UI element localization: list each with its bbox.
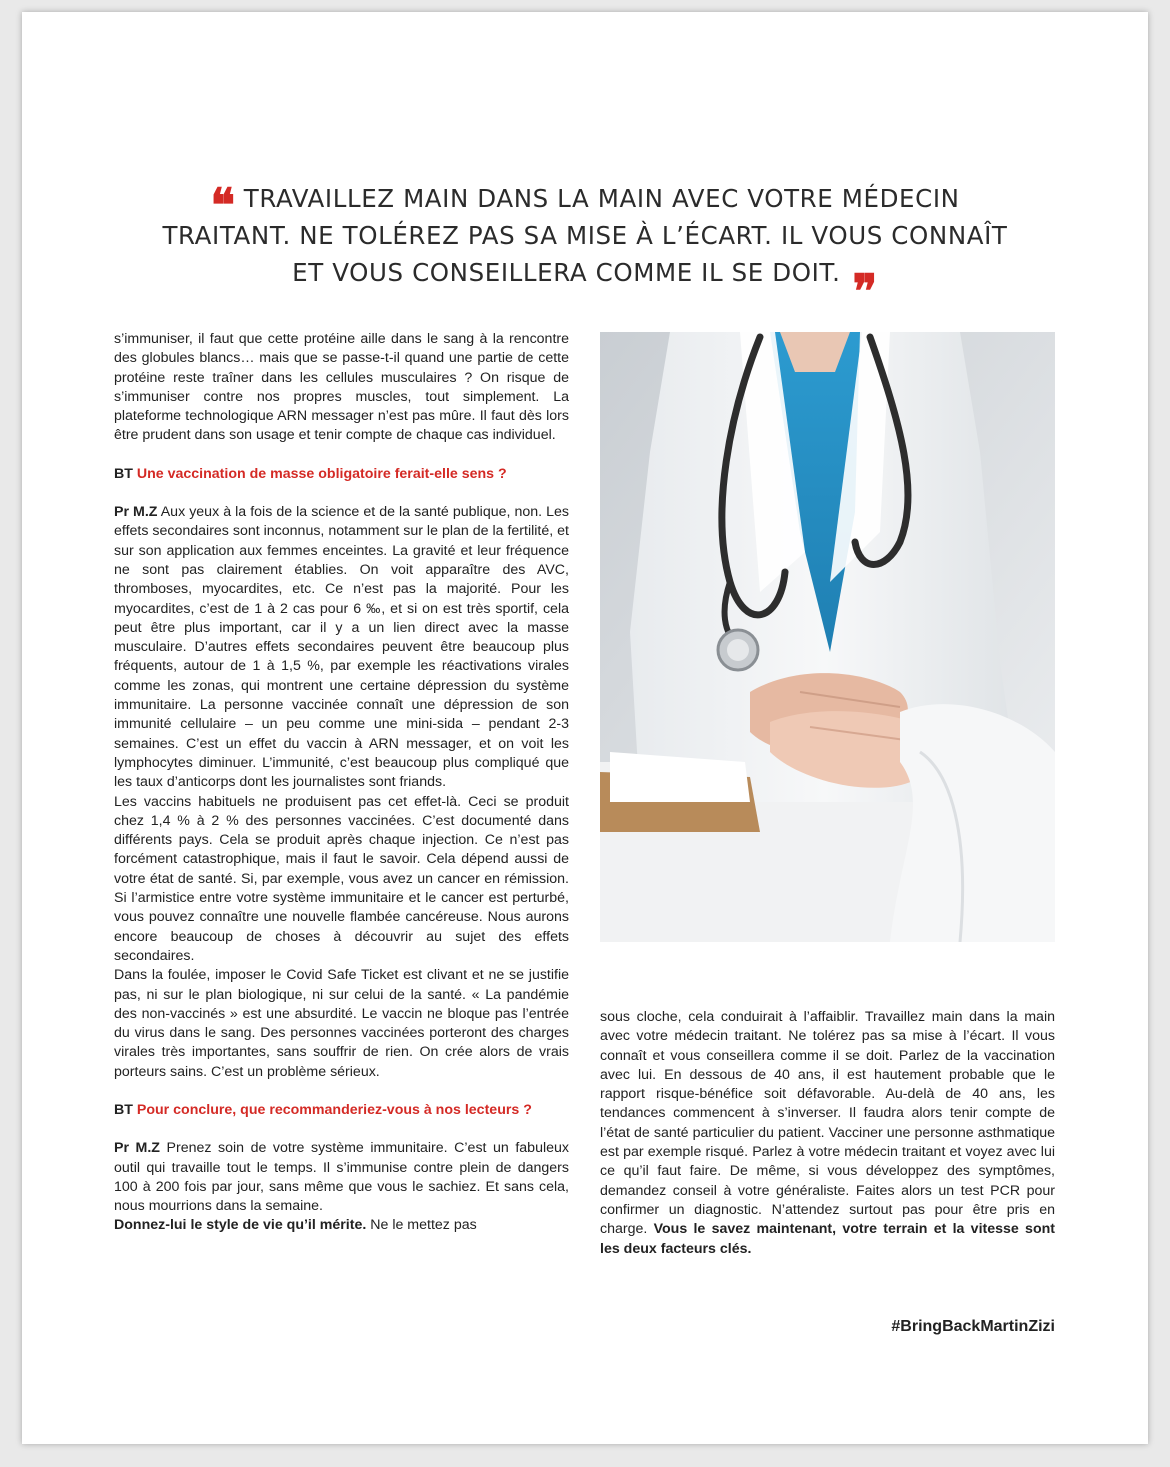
- pull-quote-line-2: TRAITANT. NE TOLÉREZ PAS SA MISE À L’ÉCART. IL VOUS CONNAÎT: [162, 221, 1008, 250]
- question-2-text: Pour conclure, que recommanderiez-vous à nos lecteurs ?: [136, 1101, 532, 1118]
- open-quote-mark: ❝: [210, 178, 236, 232]
- right-column-paragraph: [600, 1008, 1055, 1259]
- question-2: [114, 1101, 569, 1120]
- question-1-text: Une vaccination de masse obligatoire ferait-elle sens ?: [136, 465, 507, 482]
- question-1-prefix: BT: [114, 465, 133, 482]
- doctor-patient-photo: [600, 332, 1055, 942]
- question-1: [114, 465, 569, 484]
- answer-2-prefix: Pr M.Z: [114, 1140, 160, 1157]
- answer-1: [114, 503, 569, 792]
- answer-1-prefix: Pr M.Z: [114, 504, 158, 521]
- answer-2-text: Prenez soin de votre système immunitaire. C’est un fabuleux outil qui travaille tout le temps. Il s’immunise contre plein de dangers 100 à 200 fois par jour, sans même que vous le sachiez. Et sans cela, nous mourrions dans la semaine.: [114, 1140, 569, 1215]
- question-2-prefix: BT: [114, 1101, 133, 1118]
- answer-2-bold: Donnez-lui le style de vie qu’il mérite.: [114, 1217, 367, 1234]
- answer-1-paragraph-2: Les vaccins habituels ne produisent pas cet effet-là. Ceci se produit chez 1,4 % à 2 % des personnes vaccinées. C’est documenté dans différents pays. Cela se produit après chaque injection. Ce n’est pas forcément catastrophique, mais il faut le savoir. Cela dépend aussi de votre état de santé. Si, par exemple, vous avez un cancer en rémission. Si l’armistice entre votre système immunitaire et le cancer est perturbé, vous pouvez connaître une nouvelle flambée cancéreuse. Nous aurons encore beaucoup de choses à découvrir au sujet des effets secondaires.: [114, 793, 569, 964]
- magazine-page: [22, 12, 1148, 1444]
- intro-paragraph: s’immuniser, il faut que cette protéine aille dans le sang à la rencontre des globules blancs… mais que se passe-t-il quand une partie de cette protéine reste traîner dans les cellules musculaires ? On risque de s’immuniser contre nos propres muscles, tout simplement. La plateforme technologique ARN messager n’est pas mûre. Il faut dès lors être prudent dans son usage et tenir compte de chaque cas individuel.: [114, 331, 569, 444]
- hashtag: #BringBackMartinZizi: [891, 1318, 1055, 1335]
- pull-quote-line-3: ET VOUS CONSEILLERA COMME IL SE DOIT.: [292, 258, 841, 287]
- answer-2-tail: Ne le mettez pas: [370, 1217, 477, 1234]
- answer-2: [114, 1139, 569, 1216]
- answer-2-closing: [114, 1216, 569, 1235]
- article-left-column: [114, 330, 569, 1236]
- close-quote-mark: ❞: [852, 264, 878, 318]
- pull-quote: [122, 178, 1048, 318]
- right-column-text: sous cloche, cela conduirait à l’affaiblir. Travaillez main dans la main avec votre médecin traitant. Ne tolérez pas sa mise à l’écart. Il vous connaît et vous conseillera comme il se doit. Parlez de la vaccination avec lui. En dessous de 40 ans, il est hautement probable que le rapport risque-bénéfice soit défavorable. Au-delà de 40 ans, les tendances commencent à s’inverser. Il faudra alors tenir compte de l’état de santé particulier du patient. Vacciner une personne asthmatique est par exemple risqué. Parlez à votre médecin traitant et voyez avec lui ce qu’il faut faire. De même, si vous développez des symptômes, demandez conseil à votre généraliste. Faites alors un test PCR pour confirmer un diagnostic. N’attendez surtout pas pour être pris en charge.: [600, 1009, 1055, 1238]
- answer-1-text: Aux yeux à la fois de la science et de la santé publique, non. Les effets secondaires sont inconnus, notamment sur le plan de la fertilité, et sur son application aux femmes enceintes. La gravité et leur fréquence ne sont pas clairement établies. On voit apparaître des AVC, thromboses, myocardites, etc. Ce n’est pas la majorité. Pour les myocardites, c’est de 1 à 2 cas pour 6 ‰, et si on est très sportif, cela peut être plus important, car il y a un lien direct avec la masse musculaire. D’autres effets secondaires peuvent être beaucoup plus fréquents, autour de 1 à 1,5 %, par exemple les réactivations virales comme les zonas, qui montrent une certaine dépression du système immunitaire. La personne vaccinée connaît une dépression de son immunité cellulaire – un peu comme une mini-sida – pendant 2-3 semaines. C’est un effet du vaccin à ARN messager, et on voit les lymphocytes diminuer. L’immunité, c’est beaucoup plus compliqué que les taux d’anticorps dont les journalistes sont friands.: [114, 504, 569, 791]
- right-column-bold: Vous le savez maintenant, votre terrain et la vitesse sont les deux facteurs clés.: [600, 1221, 1055, 1257]
- pull-quote-line-1: TRAVAILLEZ MAIN DANS LA MAIN AVEC VOTRE MÉDECIN: [243, 184, 960, 213]
- article-right-column: [600, 1008, 1055, 1259]
- answer-1-paragraph-3: Dans la foulée, imposer le Covid Safe Ticket est clivant et ne se justifie pas, ni sur le plan biologique, ni sur celui de la santé. « La pandémie des non-vaccinés » est une absurdité. Le vaccin ne bloque pas l’entrée du virus dans le sang. Des personnes vaccinées porteront des charges virales très importantes, sans souffrir de rien. On crée alors de vrais porteurs sains. C’est un problème sérieux.: [114, 967, 569, 1080]
